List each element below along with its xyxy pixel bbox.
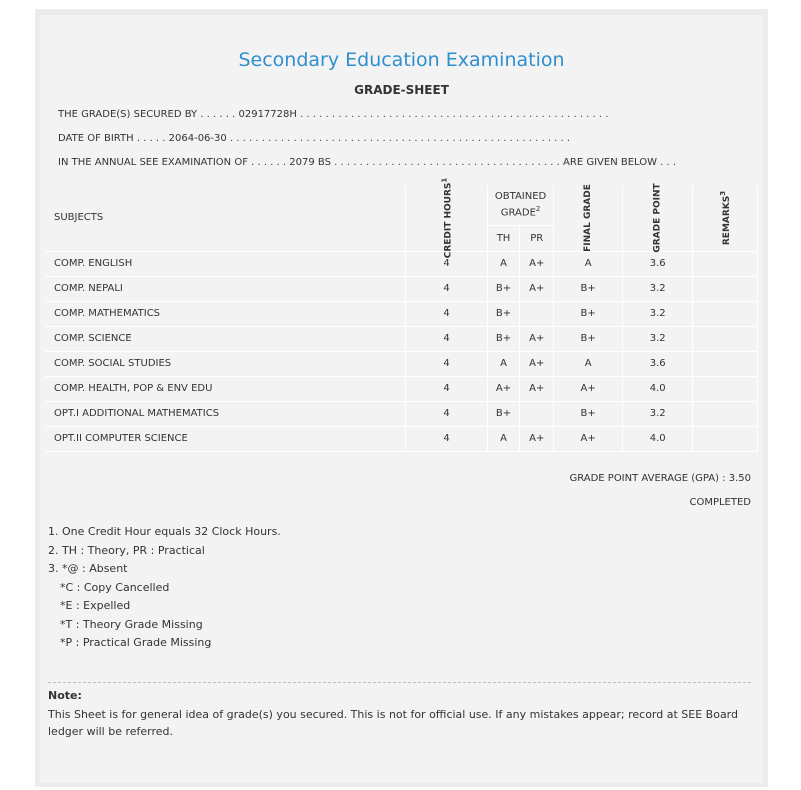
grades-table bbox=[45, 177, 758, 452]
footnote-2: 2. TH : Theory, PR : Practical bbox=[48, 543, 205, 557]
subject-cell: COMP. SCIENCE bbox=[45, 326, 406, 351]
subject-cell: OPT.I ADDITIONAL MATHEMATICS bbox=[45, 401, 406, 426]
final-grade-cell: A+ bbox=[554, 426, 623, 451]
final-grade-cell: B+ bbox=[554, 276, 623, 301]
grade-point-cell: 3.2 bbox=[623, 401, 693, 426]
secured-by-line bbox=[58, 109, 608, 120]
pr-grade-cell: A+ bbox=[520, 251, 554, 276]
table-row bbox=[45, 276, 758, 301]
credit-cell: 4 bbox=[406, 301, 488, 326]
grade-point-cell: 3.6 bbox=[623, 351, 693, 376]
footnote-3-copy-cancelled: *C : Copy Cancelled bbox=[60, 580, 170, 594]
pr-grade-cell: A+ bbox=[520, 376, 554, 401]
final-grade-cell: A bbox=[554, 251, 623, 276]
pr-grade-cell: A+ bbox=[520, 351, 554, 376]
final-grade-cell: B+ bbox=[554, 326, 623, 351]
pr-grade-cell: A+ bbox=[520, 326, 554, 351]
final-grade-cell: A+ bbox=[554, 376, 623, 401]
remarks-cell bbox=[693, 276, 758, 301]
subject-cell: COMP. MATHEMATICS bbox=[45, 301, 406, 326]
dob-label: DATE OF BIRTH . . . . . bbox=[58, 133, 166, 144]
table-row bbox=[45, 401, 758, 426]
col-header-remarks: REMARKS$^3$ bbox=[693, 185, 758, 251]
subject-cell: OPT.II COMPUTER SCIENCE bbox=[45, 426, 406, 451]
footnote-3-theory-missing: *T : Theory Grade Missing bbox=[60, 617, 203, 631]
th-grade-cell: A bbox=[487, 426, 519, 451]
credit-cell: 4 bbox=[406, 376, 488, 401]
page-title: Secondary Education Examination bbox=[238, 49, 565, 71]
credit-cell: 4 bbox=[406, 251, 488, 276]
dob-dots: . . . . . . . . . . . . . . . . . . . . . . . . . . . . . . . . . . . . . . . . . . . . . . . . . . . . . . bbox=[229, 133, 571, 144]
subject-cell: COMP. SOCIAL STUDIES bbox=[45, 351, 406, 376]
exam-dots: . . . . . . . . . . . . . . . . . . . . . . . . . . . . . . . . . . . . bbox=[334, 157, 560, 168]
subject-cell: COMP. NEPALI bbox=[45, 276, 406, 301]
note-body: This Sheet is for general idea of grade(s) you secured. This is not for official use. If any mistakes appear; record at SEE Board ledger will be referred. bbox=[48, 708, 738, 738]
footnote-3-expelled: *E : Expelled bbox=[60, 599, 131, 612]
subject-cell: COMP. ENGLISH bbox=[45, 251, 406, 276]
pr-grade-cell: A+ bbox=[520, 276, 554, 301]
exam-line bbox=[58, 157, 676, 168]
credit-cell: 4 bbox=[406, 351, 488, 376]
footnote-1: 1. One Credit Hour equals 32 Clock Hours. bbox=[48, 525, 281, 538]
page-subtitle: GRADE-SHEET bbox=[354, 83, 449, 97]
remarks-cell bbox=[693, 401, 758, 426]
dob-value: 2064-06-30 bbox=[168, 133, 227, 144]
col-header-subjects: SUBJECTS bbox=[45, 185, 406, 251]
table-row bbox=[45, 326, 758, 351]
table-row bbox=[45, 426, 758, 451]
footnote-3-practical-missing: *P : Practical Grade Missing bbox=[60, 636, 212, 649]
grade-point-cell: 3.6 bbox=[623, 251, 693, 276]
exam-label: IN THE ANNUAL SEE EXAMINATION OF . . . . . . bbox=[58, 157, 287, 168]
note-heading: Note: bbox=[48, 689, 82, 702]
table-row bbox=[45, 376, 758, 401]
col-header-pr: PR bbox=[520, 225, 554, 251]
footnote-3: 3. *@ : Absent bbox=[48, 562, 128, 575]
secured-by-dots: . . . . . . . . . . . . . . . . . . . . . . . . . . . . . . . . . . . . . . . . . . . . . . . . . bbox=[300, 109, 609, 120]
remarks-cell bbox=[693, 251, 758, 276]
col-header-grade-point: GRADE POINT bbox=[623, 185, 693, 251]
secured-by-label: THE GRADE(S) SECURED BY . . . . . . bbox=[58, 109, 236, 120]
th-grade-cell: A+ bbox=[487, 376, 519, 401]
grade-sheet-container bbox=[35, 9, 768, 787]
pr-grade-cell bbox=[520, 401, 554, 426]
grade-point-cell: 3.2 bbox=[623, 276, 693, 301]
col-header-th: TH bbox=[487, 225, 519, 251]
credit-cell: 4 bbox=[406, 326, 488, 351]
table-row bbox=[45, 251, 758, 276]
grade-point-cell: 4.0 bbox=[623, 426, 693, 451]
table-row bbox=[45, 301, 758, 326]
exam-tail: ARE GIVEN BELOW . . . bbox=[563, 157, 677, 168]
remarks-cell bbox=[693, 376, 758, 401]
th-grade-cell: A bbox=[487, 251, 519, 276]
remarks-cell bbox=[693, 426, 758, 451]
exam-year: 2079 BS bbox=[289, 157, 331, 168]
th-grade-cell: B+ bbox=[487, 401, 519, 426]
col-header-obtained-grade: OBTAINED GRADE$^2$ bbox=[487, 185, 553, 225]
col-header-credit-hours: CREDIT HOURS$^1$ bbox=[406, 185, 488, 251]
remarks-cell bbox=[693, 301, 758, 326]
grade-sheet-card bbox=[40, 15, 763, 783]
status-completed: COMPLETED bbox=[689, 497, 751, 508]
subject-cell: COMP. HEALTH, POP & ENV EDU bbox=[45, 376, 406, 401]
credit-cell: 4 bbox=[406, 276, 488, 301]
symbol-number: 02917728H bbox=[238, 109, 297, 120]
credit-cell: 4 bbox=[406, 426, 488, 451]
gpa-summary: GRADE POINT AVERAGE (GPA) : 3.50 bbox=[569, 473, 751, 484]
footnotes bbox=[48, 523, 281, 653]
dob-line bbox=[58, 133, 570, 144]
final-grade-cell: B+ bbox=[554, 301, 623, 326]
pr-grade-cell bbox=[520, 301, 554, 326]
dashed-divider bbox=[48, 682, 751, 683]
grade-point-cell: 3.2 bbox=[623, 326, 693, 351]
grade-point-cell: 4.0 bbox=[623, 376, 693, 401]
grade-point-cell: 3.2 bbox=[623, 301, 693, 326]
th-grade-cell: B+ bbox=[487, 326, 519, 351]
th-grade-cell: A bbox=[487, 351, 519, 376]
final-grade-cell: B+ bbox=[554, 401, 623, 426]
pr-grade-cell: A+ bbox=[520, 426, 554, 451]
table-row bbox=[45, 351, 758, 376]
remarks-cell bbox=[693, 351, 758, 376]
remarks-cell bbox=[693, 326, 758, 351]
col-header-final-grade: FINAL GRADE bbox=[554, 185, 623, 251]
th-grade-cell: B+ bbox=[487, 301, 519, 326]
final-grade-cell: A bbox=[554, 351, 623, 376]
th-grade-cell: B+ bbox=[487, 276, 519, 301]
credit-cell: 4 bbox=[406, 401, 488, 426]
